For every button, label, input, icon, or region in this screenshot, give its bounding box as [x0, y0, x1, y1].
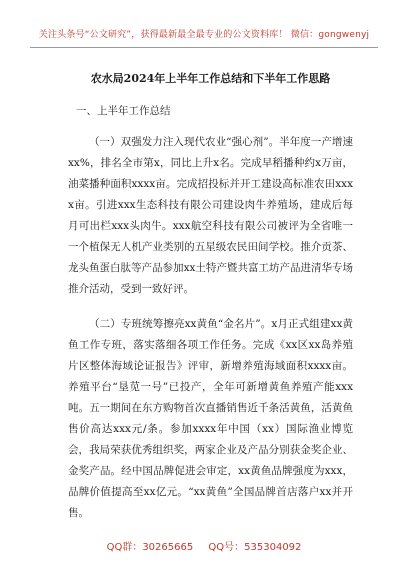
section-heading: 一、上半年工作总结 [76, 105, 171, 117]
promo-banner: 关注头条号“公文研究”，获得最新最全最专业的公文资料库！ 微信：gongwenyj [38, 30, 370, 40]
qq-group-text: QQ群：30265665 [106, 542, 194, 553]
document-body [68, 64, 353, 524]
paragraph-1: （一）双强发力注入现代农业“强心剂”。半年度一产增速xx%，排名全市第x，同比上升x名。完成早稻播种约x万亩，油菜播种面积xxxx亩。完成招投标并开工建设高标准农田xxxx亩。引进xxx生态科技有限公司建设肉牛养殖场，建成后每月可出栏xxx头肉牛。xxx航空科技有限公司被评为全省唯一一个植保无人机产业类别的五星级农民田间学校。推介贡茶、龙头鱼蛋白肽等产品参加xx土特产暨共富工坊产品进清华专场推介活动，受到一致好评。 [68, 136, 353, 295]
qq-number-text: QQ号：535304092 [208, 542, 302, 553]
paragraph-2: （二）专班统筹擦亮xx黄鱼“金名片”。x月正式组建xx黄鱼工作专班，落实落细各项工作任务。完成《xx区xx岛养殖片区整体海域论证报告》评审，新增养殖海域面积xxxx亩。养殖平台“垦苋一号”已投产，全年可新增黄鱼养殖产能xxx吨。五一期间在东方购物首次直播销售近千条活黄鱼，活黄鱼售价高达xxx元/条。参加xxxx年中国（xx）国际渔业博览会，我局荣获优秀组织奖，两家企业及产品分别获金奖企业、金奖产品。经中国品牌促进会审定，xx黄鱼品牌强度为xxx，品牌价值提高至xx亿元。“xx黄鱼”全国品牌首店落户xx并开售。 [68, 318, 353, 519]
contact-footer [0, 538, 408, 553]
header-divider [30, 47, 378, 48]
document-title: 农水局2024年上半年工作总结和下半年工作思路 [90, 72, 331, 85]
